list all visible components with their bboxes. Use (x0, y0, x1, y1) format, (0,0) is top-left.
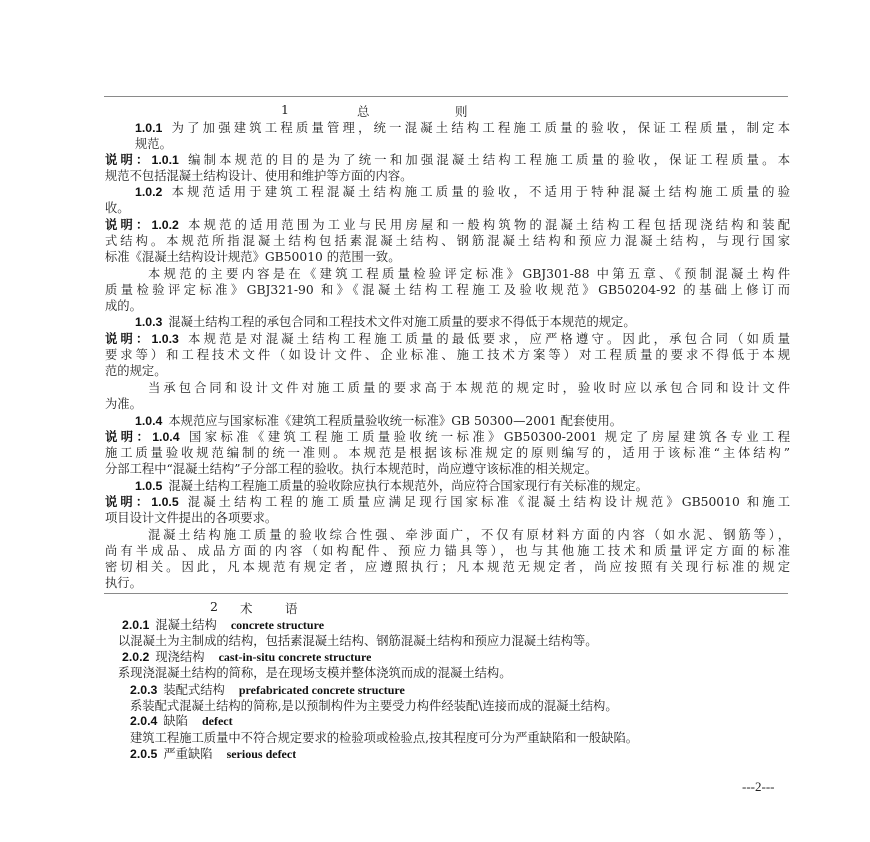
line-text: 系现浇混凝土结构的简称，是在现场支模并整体浇筑而成的混凝土结构。 (118, 666, 512, 680)
line-text: 严重缺陷 (163, 747, 213, 761)
clause-line (135, 413, 735, 429)
line-text: 当承包合同和设计文件对施工质量的要求高于本规范的规定时，验收时应以承包合同和设计文件 (148, 381, 790, 395)
text-line (105, 363, 205, 379)
text-line (105, 347, 790, 363)
clause-number: 1.0.1 (135, 121, 163, 135)
line-text: 分部工程中“混凝土结构”子分部工程的验收。执行本规范时，尚应遵守该标准的相关规定。 (105, 462, 598, 476)
line-text: 式结构。本规范所指混凝土结构包括素混凝土结构、钢筋混凝土结构和预应力混凝土结构，与现行国家 (105, 234, 790, 248)
clause-line (135, 184, 790, 200)
section2-title-a: 术 (240, 601, 253, 616)
section1-title-a: 总 (357, 104, 370, 119)
line-text: 缺陷 (163, 714, 188, 728)
text-line (118, 633, 598, 649)
line-text: 执行。 (105, 576, 142, 590)
text-line (148, 266, 790, 282)
text-line (130, 698, 618, 714)
line-text: 混凝土结构工程的施工质量应满足现行国家标准《混凝土结构设计规范》GB50010 和施工 (184, 495, 790, 509)
line-text: 装配式结构 (163, 683, 225, 697)
line-text: 标准《混凝土结构设计规范》GB50010 的范围一致。 (105, 250, 401, 264)
line-text: 编制本规范的目的是为了统一和加强混凝土结构工程施工质量的验收，保证工程质量。本 (184, 153, 790, 167)
text-line (105, 298, 165, 314)
text-line (105, 510, 405, 526)
clause-line (105, 152, 790, 168)
line-text: 本规范是对混凝土结构工程施工质量的最低要求，应严格遵守。因此，承包合同（如质量 (184, 332, 790, 346)
clause-number: 说明：1.0.2 (105, 218, 179, 232)
top-rule (104, 96, 788, 97)
line-text: 混凝土结构工程施工质量的验收除应执行本规范外，尚应符合国家现行有关标准的规定。 (168, 479, 648, 493)
clause-line (130, 713, 233, 729)
line-text: 本规范的主要内容是在《建筑工程质量检验评定标准》GBJ301-88 中第五章、《预制混凝土构件 (148, 267, 790, 281)
line-text: 密切相关。因此，凡本规范有规定者，应遵照执行；凡本规范无规定者，尚应按照有关现行标准的规定 (105, 560, 790, 574)
clause-number: 说明：1.0.1 (105, 153, 179, 167)
english-term: serious defect (226, 747, 297, 761)
line-text: 规范不包括混凝土结构设计、使用和维护等方面的内容。 (105, 169, 413, 183)
text-line (105, 543, 790, 559)
line-text: 施工质量验收规范编制的统一准则。本规范是根据该标准规定的原则编写的，适用于该标准“主体结构” (105, 446, 790, 460)
line-text: 以混凝土为主制成的结构，包括素混凝土结构、钢筋混凝土结构和预应力混凝土结构等。 (118, 634, 598, 648)
line-text: 本规范的适用范围为工业与民用房屋和一般构筑物的混凝土结构工程包括现浇结构和装配 (184, 218, 790, 232)
clause-line (105, 429, 790, 445)
line-text: 为了加强建筑工程质量管理，统一混凝土结构工程施工质量的验收，保证工程质量，制定本 (168, 121, 790, 135)
text-line (135, 136, 235, 152)
section2-title-b: 语 (285, 601, 298, 616)
line-text: 成的。 (105, 299, 142, 313)
line-text: 建筑工程施工质量中不符合规定要求的检验项或检验点,按其程度可分为严重缺陷和一般缺陷。 (130, 731, 639, 745)
line-text: 质量检验评定标准》GBJ321-90 和》《混凝土结构工程施工及验收规范》GB50204-92 的基础上修订而 (105, 283, 790, 297)
section2-number: 2 (210, 599, 218, 614)
clause-line (105, 217, 790, 233)
english-term: prefabricated concrete structure (238, 683, 405, 697)
line-text: 混凝土结构工程的承包合同和工程技术文件对施工质量的要求不得低于本规范的规定。 (168, 315, 636, 329)
line-text: 本规范适用于建筑工程混凝土结构施工质量的验收，不适用于特种混凝土结构施工质量的验 (168, 185, 790, 199)
line-text: 收。 (105, 201, 130, 215)
clause-number: 说明：1.0.3 (105, 332, 179, 346)
text-line (105, 249, 505, 265)
line-text: 本规范应与国家标准《建筑工程质量验收统一标准》GB 50300—2001 配套使用。 (168, 414, 623, 428)
line-text: 要求等）和工程技术文件（如设计文件、企业标准、施工技术方案等）对工程质量的要求不得低于本规 (105, 348, 790, 362)
page-number: ---2--- (742, 779, 775, 794)
line-text: 项目设计文件提出的各项要求。 (105, 511, 278, 525)
text-line (105, 168, 505, 184)
clause-line (135, 314, 735, 330)
text-line (105, 200, 165, 216)
clause-number: 1.0.3 (135, 315, 163, 329)
english-term: cast-in-situ concrete structure (218, 650, 372, 664)
line-text: 尚有半成品、成品方面的内容（如构配件、预应力锚具等），也与其他施工技术和质量评定方面的标准 (105, 544, 790, 558)
section1-number: 1 (281, 102, 289, 117)
clause-line (122, 649, 371, 665)
line-text: 混凝土结构施工质量的验收综合性强、牵涉面广，不仅有原材料方面的内容（如水泥、钢筋等）， (148, 528, 790, 542)
text-line (105, 445, 790, 461)
line-text: 现浇结构 (155, 650, 205, 664)
line-text: 混凝土结构 (155, 618, 217, 632)
clause-line (130, 746, 296, 762)
text-line (148, 380, 790, 396)
clause-number: 说明：1.0.4 (105, 430, 180, 444)
line-text: 系装配式混凝土结构的简称,是以预制构件为主要受力构件经装配\连接而成的混凝土结构。 (130, 699, 618, 713)
clause-number: 2.0.1 (122, 618, 150, 632)
clause-number: 2.0.3 (130, 683, 158, 697)
clause-number: 1.0.2 (135, 185, 163, 199)
text-line (105, 461, 745, 477)
clause-number: 2.0.2 (122, 650, 150, 664)
line-text: 规范。 (135, 137, 172, 151)
clause-line (105, 331, 790, 347)
text-line (105, 396, 165, 412)
text-line (105, 559, 790, 575)
clause-line (135, 478, 785, 494)
english-term: defect (201, 714, 233, 728)
middle-rule (104, 593, 788, 594)
clause-number: 2.0.5 (130, 747, 158, 761)
clause-number: 1.0.5 (135, 479, 163, 493)
text-line (130, 730, 638, 746)
text-line (105, 575, 165, 591)
line-text: 范的规定。 (105, 364, 167, 378)
text-line (148, 527, 790, 543)
line-text: 为准。 (105, 397, 142, 411)
english-term: concrete structure (230, 618, 325, 632)
text-line (118, 665, 512, 681)
clause-line (130, 682, 405, 698)
section1-title-b: 则 (455, 104, 468, 119)
clause-line (122, 617, 324, 633)
clause-number: 2.0.4 (130, 714, 158, 728)
clause-number: 1.0.4 (135, 414, 163, 428)
text-line (105, 282, 790, 298)
clause-line (135, 120, 790, 136)
clause-line (105, 494, 790, 510)
clause-number: 说明：1.0.5 (105, 495, 179, 509)
line-text: 国家标准《建筑工程施工质量验收统一标准》GB50300-2001 规定了房屋建筑各专业工程 (185, 430, 790, 444)
text-line (105, 233, 790, 249)
